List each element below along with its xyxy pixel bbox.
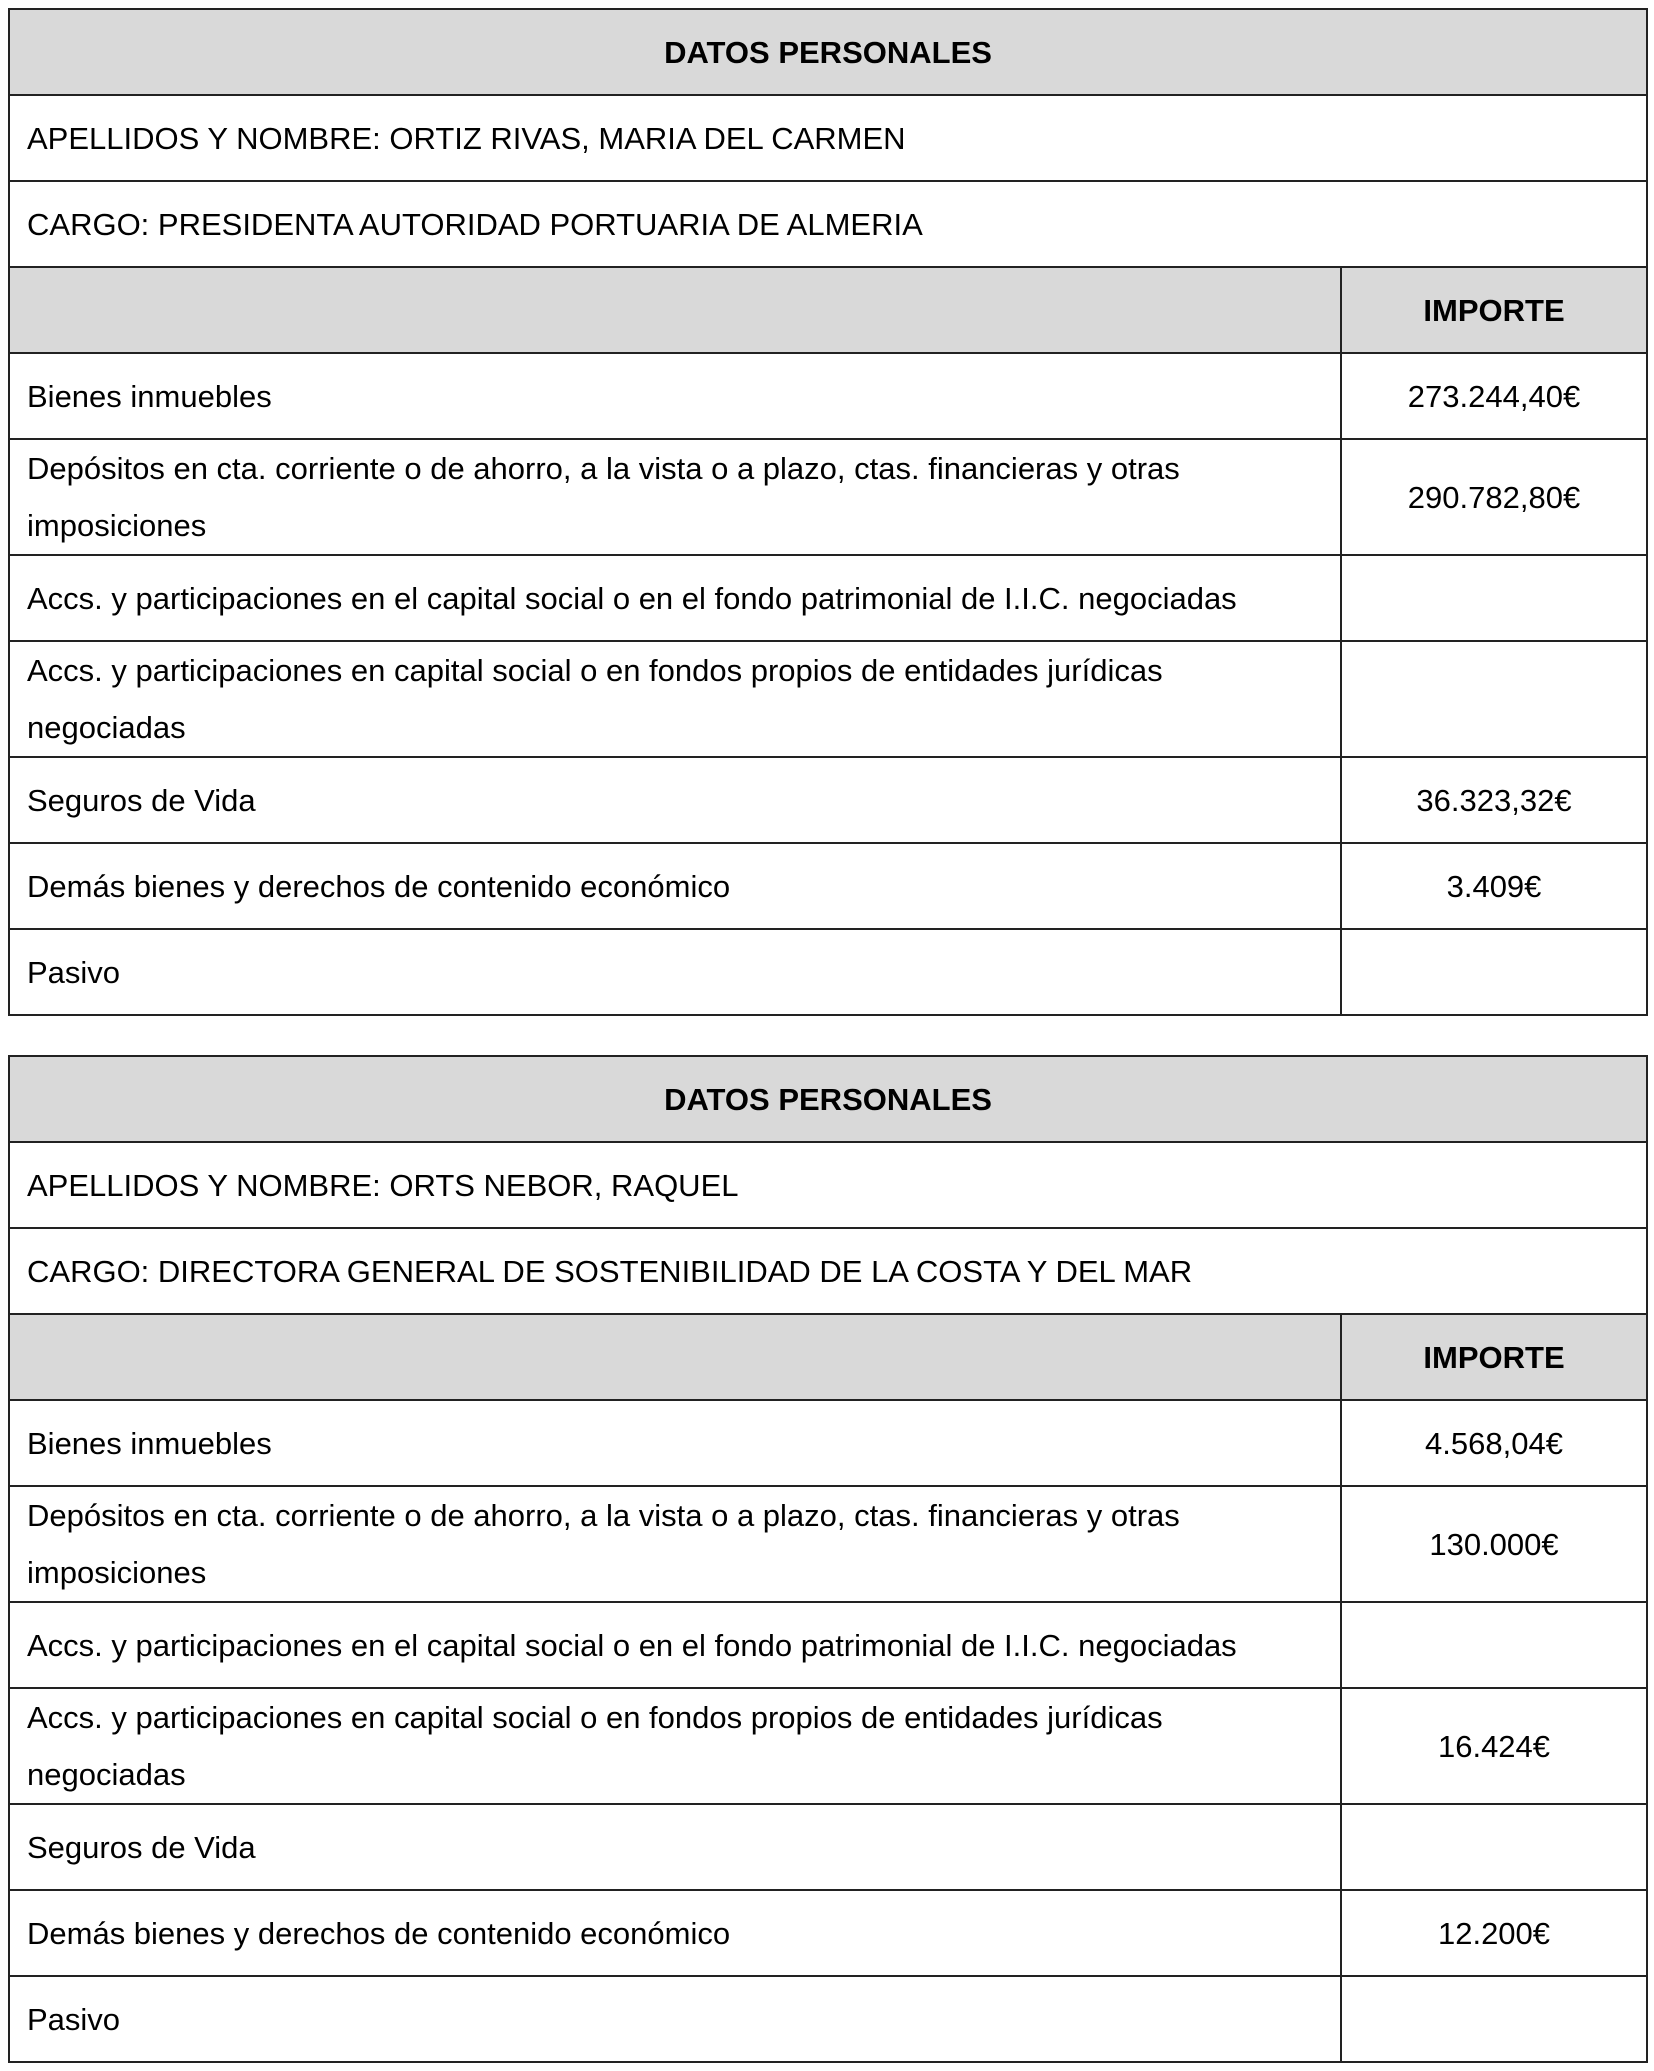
asset-label: Bienes inmuebles bbox=[9, 353, 1341, 439]
asset-label: Pasivo bbox=[9, 929, 1341, 1015]
asset-label: Seguros de Vida bbox=[9, 757, 1341, 843]
declaration-table-2 bbox=[8, 1055, 1646, 2063]
section-title: DATOS PERSONALES bbox=[9, 1056, 1647, 1142]
empty-header-cell bbox=[9, 267, 1341, 353]
asset-label: Accs. y participaciones en capital social o en fondos propios de entidades jurídicas negociadas bbox=[9, 641, 1341, 757]
table-row bbox=[9, 1890, 1647, 1976]
asset-amount: 12.200€ bbox=[1341, 1890, 1647, 1976]
asset-amount: 36.323,32€ bbox=[1341, 757, 1647, 843]
name-line: APELLIDOS Y NOMBRE: ORTS NEBOR, RAQUEL bbox=[9, 1142, 1647, 1228]
asset-amount bbox=[1341, 929, 1647, 1015]
asset-label: Bienes inmuebles bbox=[9, 1400, 1341, 1486]
asset-label: Pasivo bbox=[9, 1976, 1341, 2062]
asset-amount: 3.409€ bbox=[1341, 843, 1647, 929]
amount-column-header: IMPORTE bbox=[1341, 1314, 1647, 1400]
column-header-row bbox=[9, 267, 1647, 353]
cargo-line: CARGO: DIRECTORA GENERAL DE SOSTENIBILIDAD DE LA COSTA Y DEL MAR bbox=[9, 1228, 1647, 1314]
table-row bbox=[9, 1688, 1647, 1804]
asset-amount bbox=[1341, 555, 1647, 641]
amount-column-header: IMPORTE bbox=[1341, 267, 1647, 353]
table-row bbox=[9, 641, 1647, 757]
asset-amount bbox=[1341, 1804, 1647, 1890]
table-row bbox=[9, 555, 1647, 641]
table-row bbox=[9, 843, 1647, 929]
table-row bbox=[9, 1486, 1647, 1602]
asset-amount bbox=[1341, 1602, 1647, 1688]
table-row bbox=[9, 1804, 1647, 1890]
table-row bbox=[9, 929, 1647, 1015]
assets-table bbox=[8, 1055, 1648, 2063]
asset-label: Depósitos en cta. corriente o de ahorro, a la vista o a plazo, ctas. financieras y otras imposiciones bbox=[9, 1486, 1341, 1602]
declaration-table-1 bbox=[8, 8, 1646, 1016]
asset-label: Accs. y participaciones en el capital social o en el fondo patrimonial de I.I.C. negociadas bbox=[9, 1602, 1341, 1688]
asset-amount: 16.424€ bbox=[1341, 1688, 1647, 1804]
asset-amount: 273.244,40€ bbox=[1341, 353, 1647, 439]
asset-label: Accs. y participaciones en el capital social o en el fondo patrimonial de I.I.C. negociadas bbox=[9, 555, 1341, 641]
asset-label: Demás bienes y derechos de contenido económico bbox=[9, 843, 1341, 929]
asset-label: Seguros de Vida bbox=[9, 1804, 1341, 1890]
assets-table bbox=[8, 8, 1648, 1016]
section-title: DATOS PERSONALES bbox=[9, 9, 1647, 95]
cargo-line: CARGO: PRESIDENTA AUTORIDAD PORTUARIA DE ALMERIA bbox=[9, 181, 1647, 267]
asset-amount bbox=[1341, 641, 1647, 757]
table-row bbox=[9, 1976, 1647, 2062]
empty-header-cell bbox=[9, 1314, 1341, 1400]
name-line: APELLIDOS Y NOMBRE: ORTIZ RIVAS, MARIA DEL CARMEN bbox=[9, 95, 1647, 181]
column-header-row bbox=[9, 1314, 1647, 1400]
asset-label: Depósitos en cta. corriente o de ahorro, a la vista o a plazo, ctas. financieras y otras imposiciones bbox=[9, 439, 1341, 555]
table-row bbox=[9, 1602, 1647, 1688]
asset-amount: 4.568,04€ bbox=[1341, 1400, 1647, 1486]
table-row bbox=[9, 353, 1647, 439]
table-row bbox=[9, 757, 1647, 843]
asset-amount bbox=[1341, 1976, 1647, 2062]
asset-label: Demás bienes y derechos de contenido económico bbox=[9, 1890, 1341, 1976]
asset-amount: 130.000€ bbox=[1341, 1486, 1647, 1602]
asset-amount: 290.782,80€ bbox=[1341, 439, 1647, 555]
table-row bbox=[9, 1400, 1647, 1486]
table-row bbox=[9, 439, 1647, 555]
asset-label: Accs. y participaciones en capital social o en fondos propios de entidades jurídicas negociadas bbox=[9, 1688, 1341, 1804]
